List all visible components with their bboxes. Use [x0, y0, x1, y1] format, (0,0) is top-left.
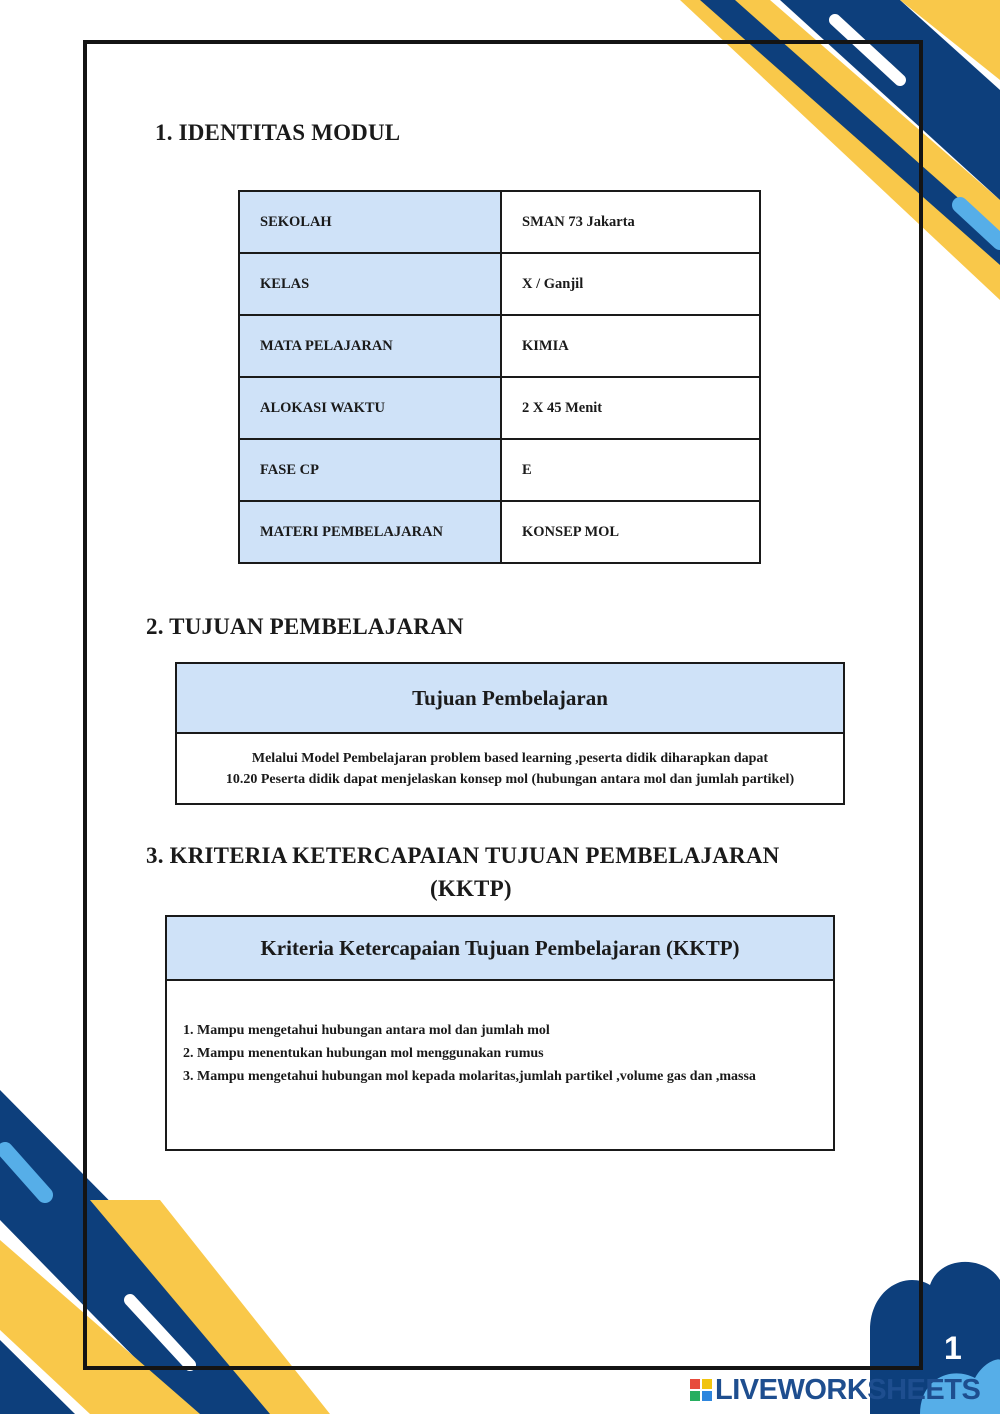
tujuan-box [175, 662, 845, 805]
section-2-title: 2. TUJUAN PEMBELAJARAN [146, 614, 464, 639]
tujuan-line-1: Melalui Model Pembelajaran problem based learning ,peserta didik diharapkan dapat [251, 751, 769, 766]
tujuan-line-2: 10.20 Peserta didik dapat menjelaskan konsep mol (hubungan antara mol dan jumlah partikel) [225, 772, 795, 787]
identity-table [238, 190, 761, 564]
liveworksheets-logo-icon [690, 1379, 712, 1401]
identity-key: KELAS [239, 253, 501, 315]
table-row [239, 439, 760, 501]
identity-value: 2 X 45 Menit [501, 377, 760, 439]
kktp-box [165, 915, 835, 1151]
identity-key: SEKOLAH [239, 191, 501, 253]
identity-value: KIMIA [501, 315, 760, 377]
identity-value: KONSEP MOL [501, 501, 760, 563]
kktp-box-body [167, 981, 833, 1088]
identity-key: ALOKASI WAKTU [239, 377, 501, 439]
kktp-box-header: Kriteria Ketercapaian Tujuan Pembelajaran (KKTP) [167, 917, 833, 981]
table-row [239, 191, 760, 253]
tujuan-box-header: Tujuan Pembelajaran [177, 664, 843, 734]
identity-value: E [501, 439, 760, 501]
kktp-item: 1. Mampu mengetahui hubungan antara mol dan jumlah mol [183, 1023, 550, 1038]
identity-value: X / Ganjil [501, 253, 760, 315]
table-row [239, 315, 760, 377]
section-3-title-line-1: 3. KRITERIA KETERCAPAIAN TUJUAN PEMBELAJARAN [146, 843, 780, 868]
kktp-item: 2. Mampu menentukan hubungan mol menggunakan rumus [183, 1046, 544, 1061]
identity-value: SMAN 73 Jakarta [501, 191, 760, 253]
page-number: 1 [944, 1330, 962, 1366]
liveworksheets-watermark[interactable] [690, 1372, 980, 1408]
identity-key: FASE CP [239, 439, 501, 501]
table-row [239, 253, 760, 315]
section-1-title: 1. IDENTITAS MODUL [155, 120, 401, 145]
kktp-item: 3. Mampu mengetahui hubungan mol kepada molaritas,jumlah partikel ,volume gas dan ,massa [183, 1069, 756, 1084]
liveworksheets-text: LIVEWORKSHEETS [715, 1373, 981, 1406]
section-3-title-line-2: (KKTP) [430, 876, 512, 901]
table-row [239, 377, 760, 439]
tujuan-box-body [177, 734, 843, 790]
identity-key: MATA PELAJARAN [239, 315, 501, 377]
identity-key: MATERI PEMBELAJARAN [239, 501, 501, 563]
table-row [239, 501, 760, 563]
